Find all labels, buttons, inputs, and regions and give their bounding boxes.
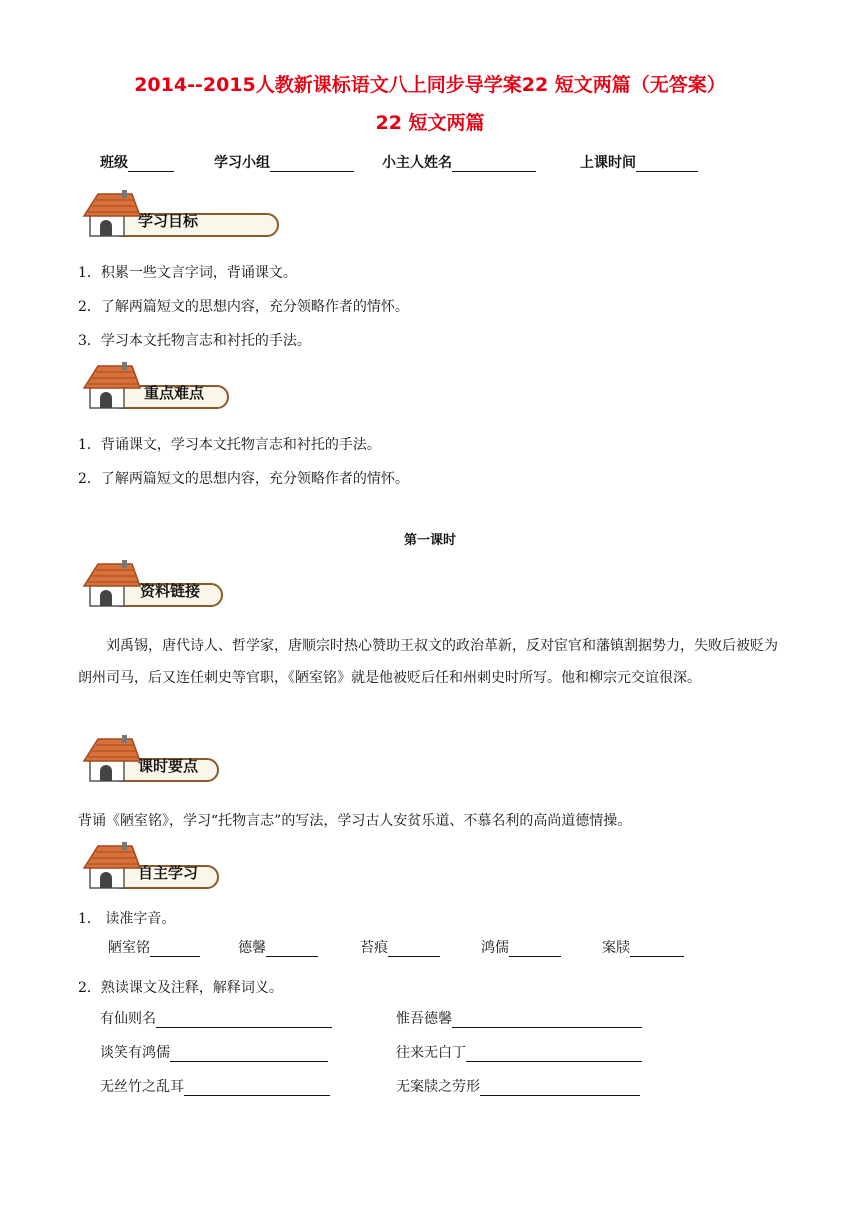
time-field[interactable] bbox=[580, 152, 698, 172]
word-text: 无丝竹之乱耳 bbox=[100, 1079, 184, 1095]
goal-item-2: 2．了解两篇短文的思想内容，充分领略作者的情怀。 bbox=[78, 299, 409, 315]
word-text: 有仙则名 bbox=[100, 1011, 156, 1027]
pron-word: 案牍 bbox=[602, 940, 630, 956]
class-time-blank[interactable] bbox=[636, 157, 698, 172]
pron-word: 陋室铭 bbox=[108, 940, 150, 956]
question-1: 1． 读准字音。 bbox=[78, 911, 176, 927]
goal-item-3: 3．学习本文托物言志和衬托的手法。 bbox=[78, 333, 311, 349]
word-text: 惟吾德馨 bbox=[396, 1011, 452, 1027]
word-item[interactable] bbox=[396, 1008, 642, 1028]
group-label: 学习小组 bbox=[214, 155, 270, 171]
pron-blank[interactable] bbox=[388, 942, 440, 957]
pron-item[interactable] bbox=[238, 937, 318, 957]
word-blank[interactable] bbox=[466, 1047, 642, 1062]
section-header-keypoints bbox=[82, 362, 282, 412]
pron-word: 鸿儒 bbox=[481, 940, 509, 956]
section-title-resources: 资料链接 bbox=[140, 582, 201, 600]
pron-blank[interactable] bbox=[150, 942, 200, 957]
section-header-self-study bbox=[82, 842, 282, 892]
pron-item[interactable] bbox=[108, 937, 200, 957]
class-field[interactable] bbox=[100, 152, 174, 172]
section-title-keypoints: 重点难点 bbox=[144, 384, 205, 402]
word-item[interactable] bbox=[396, 1042, 642, 1062]
host-field[interactable] bbox=[382, 152, 536, 172]
document-subtitle: 22 短文两篇 bbox=[375, 112, 485, 134]
word-blank[interactable] bbox=[452, 1013, 642, 1028]
section-title-self-study: 自主学习 bbox=[138, 864, 199, 882]
word-text: 谈笑有鸿儒 bbox=[100, 1045, 170, 1061]
document-title: 2014--2015人教新课标语文八上同步导学案22 短文两篇（无答案） bbox=[134, 74, 726, 96]
lesson-title: 第一课时 bbox=[403, 533, 456, 548]
word-blank[interactable] bbox=[480, 1081, 640, 1096]
lesson-points-text: 背诵《陋室铭》，学习“托物言志”的写法，学习古人安贫乐道、不慕名利的高尚道德情操。 bbox=[78, 813, 632, 829]
group-blank[interactable] bbox=[270, 157, 354, 172]
section-header-lesson-points bbox=[82, 735, 282, 785]
word-blank[interactable] bbox=[156, 1013, 332, 1028]
host-name-label: 小主人姓名 bbox=[382, 155, 452, 171]
section-title-lesson-points: 课时要点 bbox=[138, 757, 199, 775]
word-text: 往来无白丁 bbox=[396, 1045, 466, 1061]
resources-paragraph: 刘禹锡，唐代诗人、哲学家，唐顺宗时热心赞助王叔文的政治革新，反对宦官和藩镇割据势力，失败后被贬为朗州司马，后又连任刺史等官职，《陋室铭》就是他被贬后任和州刺史时所写。他和柳宗元交谊很深。 bbox=[78, 638, 778, 686]
pron-blank[interactable] bbox=[630, 942, 684, 957]
class-label: 班级 bbox=[100, 155, 128, 171]
host-name-blank[interactable] bbox=[452, 157, 536, 172]
group-field[interactable] bbox=[214, 152, 354, 172]
word-item[interactable] bbox=[100, 1008, 332, 1028]
section-header-goals bbox=[82, 190, 282, 240]
word-blank[interactable] bbox=[170, 1047, 328, 1062]
word-text: 无案牍之劳形 bbox=[396, 1079, 480, 1095]
pron-item[interactable] bbox=[481, 937, 561, 957]
class-time-label: 上课时间 bbox=[580, 155, 636, 171]
keypoint-item-1: 1．背诵课文，学习本文托物言志和衬托的手法。 bbox=[78, 437, 381, 453]
section-title-goals: 学习目标 bbox=[138, 212, 199, 230]
question-2: 2．熟读课文及注释，解释词义。 bbox=[78, 980, 283, 996]
goal-item-1: 1．积累一些文言字词，背诵课文。 bbox=[78, 265, 297, 281]
pron-item[interactable] bbox=[602, 937, 684, 957]
pron-word: 苔痕 bbox=[360, 940, 388, 956]
pron-blank[interactable] bbox=[266, 942, 318, 957]
pron-item[interactable] bbox=[360, 937, 440, 957]
word-item[interactable] bbox=[396, 1076, 640, 1096]
class-blank[interactable] bbox=[128, 157, 174, 172]
word-item[interactable] bbox=[100, 1076, 330, 1096]
pron-word: 德馨 bbox=[238, 940, 266, 956]
word-blank[interactable] bbox=[184, 1081, 330, 1096]
keypoint-item-2: 2．了解两篇短文的思想内容，充分领略作者的情怀。 bbox=[78, 471, 409, 487]
word-item[interactable] bbox=[100, 1042, 328, 1062]
section-header-resources bbox=[82, 560, 282, 610]
pron-blank[interactable] bbox=[509, 942, 561, 957]
